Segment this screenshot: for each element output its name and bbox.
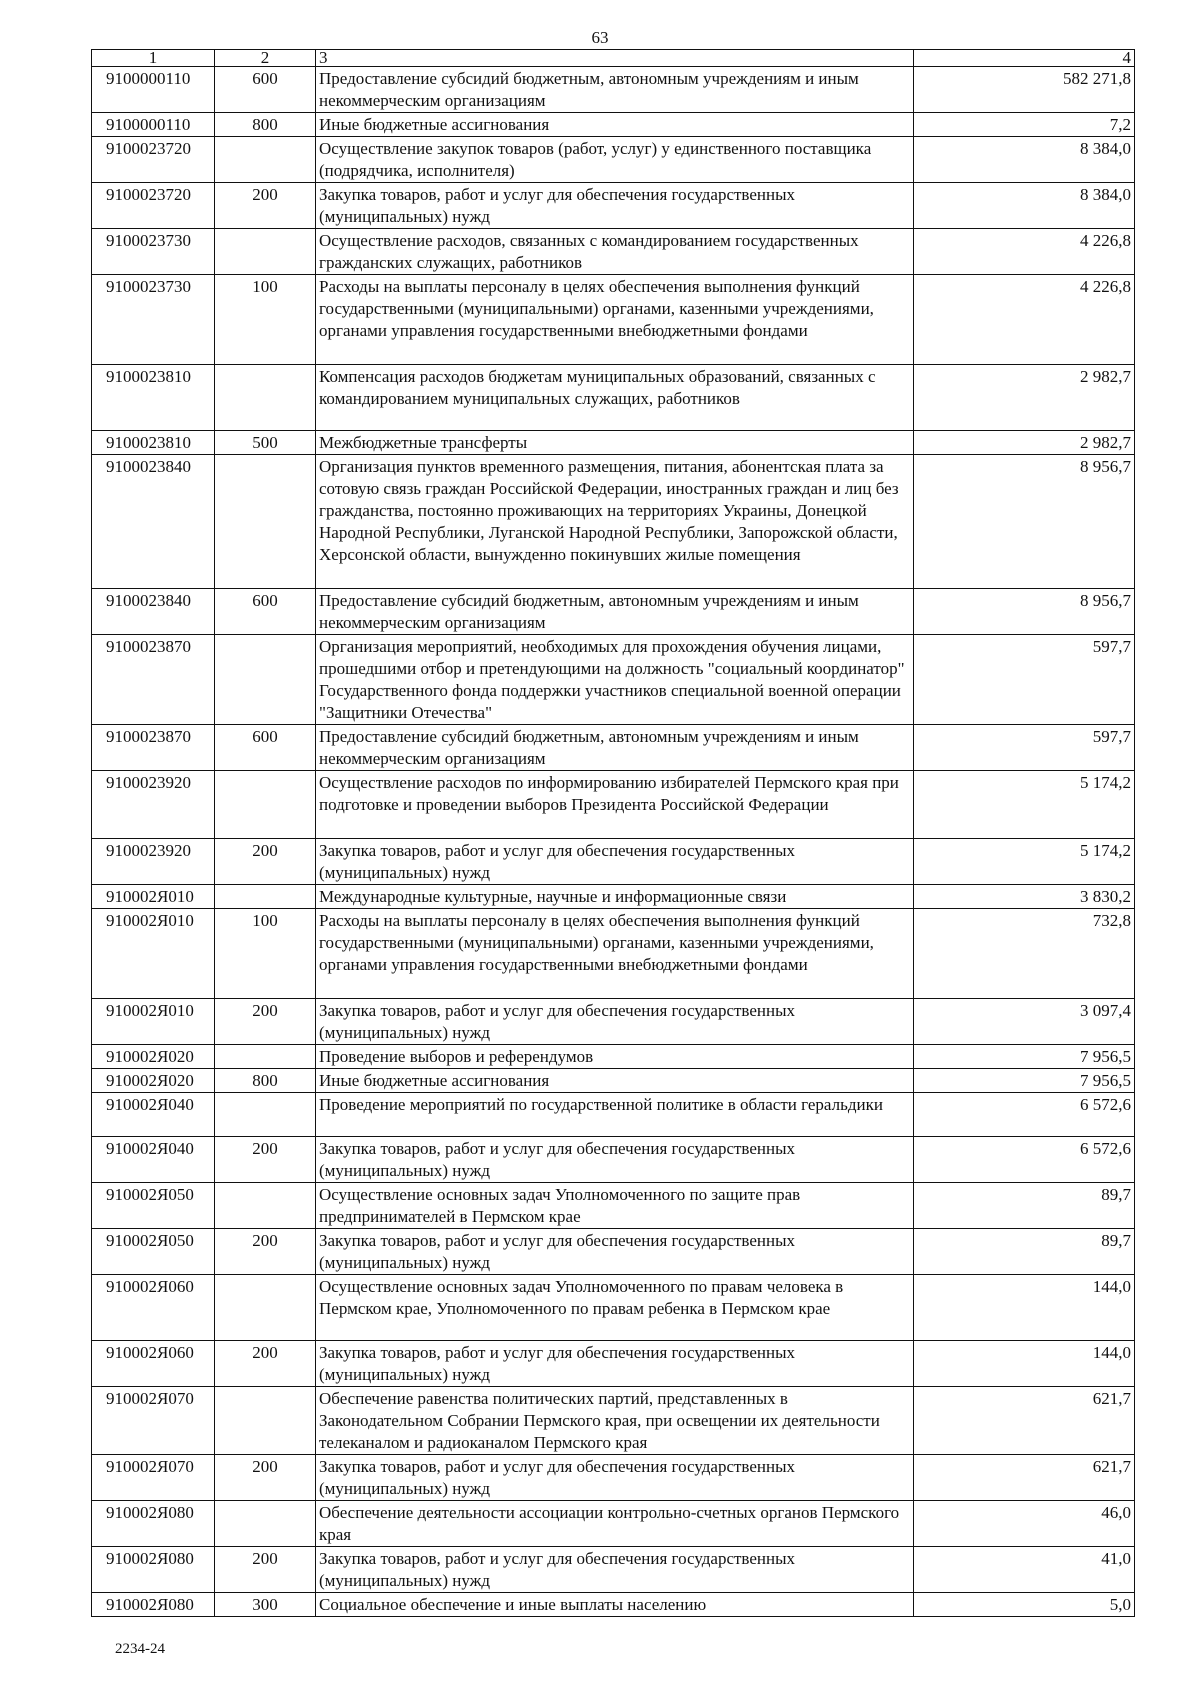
table-row bbox=[92, 839, 1135, 885]
cell-code: 910002Я080 bbox=[92, 1547, 215, 1593]
cell-code: 9100023730 bbox=[92, 229, 215, 275]
cell-amount: 5 174,2 bbox=[914, 839, 1135, 885]
table-body bbox=[92, 67, 1135, 1617]
cell-amount: 46,0 bbox=[914, 1501, 1135, 1547]
cell-name: Иные бюджетные ассигнования bbox=[316, 1069, 914, 1093]
table-row bbox=[92, 1547, 1135, 1593]
table-row bbox=[92, 1501, 1135, 1547]
cell-code: 910002Я010 bbox=[92, 885, 215, 909]
cell-name: Закупка товаров, работ и услуг для обеспечения государственных (муниципальных) нужд bbox=[316, 839, 914, 885]
cell-name: Осуществление основных задач Уполномоченного по правам человека в Пермском крае, Уполномоченного по правам ребенка в Пермском крае bbox=[316, 1275, 914, 1341]
cell-name: Закупка товаров, работ и услуг для обеспечения государственных (муниципальных) нужд bbox=[316, 1455, 914, 1501]
header-row bbox=[92, 50, 1135, 67]
cell-type bbox=[215, 885, 316, 909]
cell-name: Организация мероприятий, необходимых для прохождения обучения лицами, прошедшими отбор и претендующими на должность "социальный координатор" Государственного фонда поддержки участников специальной военной операции "Защитники Отечества" bbox=[316, 635, 914, 725]
cell-type bbox=[215, 1387, 316, 1455]
cell-code: 9100000110 bbox=[92, 67, 215, 113]
cell-amount: 5,0 bbox=[914, 1593, 1135, 1617]
table-row bbox=[92, 1093, 1135, 1137]
cell-type: 200 bbox=[215, 1341, 316, 1387]
cell-type: 800 bbox=[215, 1069, 316, 1093]
cell-type bbox=[215, 1183, 316, 1229]
cell-code: 9100023810 bbox=[92, 431, 215, 455]
cell-name: Межбюджетные трансферты bbox=[316, 431, 914, 455]
cell-code: 9100000110 bbox=[92, 113, 215, 137]
cell-amount: 621,7 bbox=[914, 1455, 1135, 1501]
cell-type: 200 bbox=[215, 1455, 316, 1501]
cell-code: 910002Я060 bbox=[92, 1275, 215, 1341]
cell-type: 200 bbox=[215, 999, 316, 1045]
cell-amount: 3 830,2 bbox=[914, 885, 1135, 909]
cell-type: 200 bbox=[215, 839, 316, 885]
cell-type bbox=[215, 771, 316, 839]
cell-amount: 89,7 bbox=[914, 1183, 1135, 1229]
cell-amount: 4 226,8 bbox=[914, 229, 1135, 275]
cell-amount: 621,7 bbox=[914, 1387, 1135, 1455]
cell-code: 910002Я060 bbox=[92, 1341, 215, 1387]
cell-type: 100 bbox=[215, 909, 316, 999]
cell-type: 200 bbox=[215, 183, 316, 229]
cell-code: 9100023720 bbox=[92, 183, 215, 229]
cell-name: Международные культурные, научные и информационные связи bbox=[316, 885, 914, 909]
cell-code: 9100023920 bbox=[92, 839, 215, 885]
cell-amount: 144,0 bbox=[914, 1275, 1135, 1341]
cell-amount: 7 956,5 bbox=[914, 1069, 1135, 1093]
table-row bbox=[92, 1341, 1135, 1387]
table-row bbox=[92, 909, 1135, 999]
cell-name: Осуществление расходов по информированию избирателей Пермского края при подготовке и проведении выборов Президента Российской Федерации bbox=[316, 771, 914, 839]
cell-code: 910002Я020 bbox=[92, 1045, 215, 1069]
cell-type bbox=[215, 365, 316, 431]
cell-code: 910002Я010 bbox=[92, 909, 215, 999]
cell-code: 9100023870 bbox=[92, 635, 215, 725]
cell-amount: 144,0 bbox=[914, 1341, 1135, 1387]
cell-type: 600 bbox=[215, 67, 316, 113]
cell-name: Обеспечение деятельности ассоциации контрольно-счетных органов Пермского края bbox=[316, 1501, 914, 1547]
table-row bbox=[92, 137, 1135, 183]
cell-name: Иные бюджетные ассигнования bbox=[316, 113, 914, 137]
table-row bbox=[92, 431, 1135, 455]
cell-name: Закупка товаров, работ и услуг для обеспечения государственных (муниципальных) нужд bbox=[316, 1229, 914, 1275]
table-row bbox=[92, 1229, 1135, 1275]
cell-name: Обеспечение равенства политических партий, представленных в Законодательном Собрании Пермского края, при освещении их деятельности телеканалом и радиоканалом Пермского края bbox=[316, 1387, 914, 1455]
cell-type: 800 bbox=[215, 113, 316, 137]
cell-code: 910002Я010 bbox=[92, 999, 215, 1045]
cell-type: 200 bbox=[215, 1547, 316, 1593]
cell-code: 9100023870 bbox=[92, 725, 215, 771]
cell-name: Расходы на выплаты персоналу в целях обеспечения выполнения функций государственными (муниципальными) органами, казенными учреждениями, органами управления государственными внебюджетными фондами bbox=[316, 909, 914, 999]
cell-amount: 582 271,8 bbox=[914, 67, 1135, 113]
cell-type bbox=[215, 229, 316, 275]
table-row bbox=[92, 725, 1135, 771]
cell-code: 910002Я080 bbox=[92, 1593, 215, 1617]
table-row bbox=[92, 1593, 1135, 1617]
cell-code: 910002Я070 bbox=[92, 1387, 215, 1455]
cell-amount: 7,2 bbox=[914, 113, 1135, 137]
header-col-2: 2 bbox=[215, 50, 316, 67]
budget-table bbox=[91, 49, 1135, 1617]
cell-name: Закупка товаров, работ и услуг для обеспечения государственных (муниципальных) нужд bbox=[316, 999, 914, 1045]
cell-amount: 597,7 bbox=[914, 635, 1135, 725]
table-row bbox=[92, 183, 1135, 229]
cell-amount: 2 982,7 bbox=[914, 365, 1135, 431]
cell-amount: 597,7 bbox=[914, 725, 1135, 771]
cell-amount: 8 956,7 bbox=[914, 589, 1135, 635]
table-row bbox=[92, 275, 1135, 365]
cell-name: Закупка товаров, работ и услуг для обеспечения государственных (муниципальных) нужд bbox=[316, 1137, 914, 1183]
cell-name: Осуществление расходов, связанных с командированием государственных гражданских служащих, работников bbox=[316, 229, 914, 275]
table-row bbox=[92, 1137, 1135, 1183]
cell-type bbox=[215, 1093, 316, 1137]
cell-code: 9100023840 bbox=[92, 589, 215, 635]
cell-amount: 41,0 bbox=[914, 1547, 1135, 1593]
table-row bbox=[92, 999, 1135, 1045]
table-row bbox=[92, 635, 1135, 725]
cell-name: Предоставление субсидий бюджетным, автономным учреждениям и иным некоммерческим организациям bbox=[316, 589, 914, 635]
cell-code: 910002Я040 bbox=[92, 1093, 215, 1137]
page-number: 63 bbox=[591, 28, 609, 47]
table-row bbox=[92, 771, 1135, 839]
cell-code: 9100023720 bbox=[92, 137, 215, 183]
cell-code: 9100023840 bbox=[92, 455, 215, 589]
cell-amount: 5 174,2 bbox=[914, 771, 1135, 839]
cell-type: 500 bbox=[215, 431, 316, 455]
cell-amount: 732,8 bbox=[914, 909, 1135, 999]
table-row bbox=[92, 113, 1135, 137]
cell-name: Расходы на выплаты персоналу в целях обеспечения выполнения функций государственными (муниципальными) органами, казенными учреждениями, органами управления государственными внебюджетными фондами bbox=[316, 275, 914, 365]
cell-type: 200 bbox=[215, 1229, 316, 1275]
cell-name: Закупка товаров, работ и услуг для обеспечения государственных (муниципальных) нужд bbox=[316, 1547, 914, 1593]
header-col-3: 3 bbox=[316, 50, 914, 67]
table-row bbox=[92, 1275, 1135, 1341]
cell-name: Организация пунктов временного размещения, питания, абонентская плата за сотовую связь граждан Российской Федерации, иностранных граждан и лиц без гражданства, постоянно проживающих на территориях Украины, Донецкой Народной Республики, Луганской Народной Республики, Запорожской области, Херсонской области, вынужденно покинувших жилые помещения bbox=[316, 455, 914, 589]
table-row bbox=[92, 455, 1135, 589]
cell-name: Предоставление субсидий бюджетным, автономным учреждениям и иным некоммерческим организациям bbox=[316, 67, 914, 113]
cell-type: 100 bbox=[215, 275, 316, 365]
cell-type: 600 bbox=[215, 589, 316, 635]
cell-type bbox=[215, 1045, 316, 1069]
table-row bbox=[92, 1069, 1135, 1093]
cell-name: Закупка товаров, работ и услуг для обеспечения государственных (муниципальных) нужд bbox=[316, 1341, 914, 1387]
cell-code: 9100023920 bbox=[92, 771, 215, 839]
table-row bbox=[92, 67, 1135, 113]
cell-name: Закупка товаров, работ и услуг для обеспечения государственных (муниципальных) нужд bbox=[316, 183, 914, 229]
cell-name: Компенсация расходов бюджетам муниципальных образований, связанных с командированием муниципальных служащих, работников bbox=[316, 365, 914, 431]
cell-amount: 8 384,0 bbox=[914, 183, 1135, 229]
cell-code: 9100023810 bbox=[92, 365, 215, 431]
cell-type: 600 bbox=[215, 725, 316, 771]
cell-amount: 6 572,6 bbox=[914, 1137, 1135, 1183]
table-row bbox=[92, 1045, 1135, 1069]
table-row bbox=[92, 1455, 1135, 1501]
cell-amount: 3 097,4 bbox=[914, 999, 1135, 1045]
cell-amount: 89,7 bbox=[914, 1229, 1135, 1275]
cell-type bbox=[215, 1501, 316, 1547]
cell-code: 910002Я040 bbox=[92, 1137, 215, 1183]
cell-type: 300 bbox=[215, 1593, 316, 1617]
cell-name: Социальное обеспечение и иные выплаты населению bbox=[316, 1593, 914, 1617]
cell-code: 910002Я020 bbox=[92, 1069, 215, 1093]
cell-amount: 6 572,6 bbox=[914, 1093, 1135, 1137]
cell-amount: 8 956,7 bbox=[914, 455, 1135, 589]
cell-amount: 8 384,0 bbox=[914, 137, 1135, 183]
cell-code: 910002Я070 bbox=[92, 1455, 215, 1501]
cell-code: 9100023730 bbox=[92, 275, 215, 365]
cell-name: Предоставление субсидий бюджетным, автономным учреждениям и иным некоммерческим организациям bbox=[316, 725, 914, 771]
cell-amount: 4 226,8 bbox=[914, 275, 1135, 365]
table-row bbox=[92, 885, 1135, 909]
cell-amount: 2 982,7 bbox=[914, 431, 1135, 455]
cell-type: 200 bbox=[215, 1137, 316, 1183]
cell-code: 910002Я080 bbox=[92, 1501, 215, 1547]
header-col-4: 4 bbox=[914, 50, 1135, 67]
cell-code: 910002Я050 bbox=[92, 1183, 215, 1229]
cell-type bbox=[215, 455, 316, 589]
table-row bbox=[92, 1387, 1135, 1455]
cell-type bbox=[215, 635, 316, 725]
cell-name: Проведение выборов и референдумов bbox=[316, 1045, 914, 1069]
table-row bbox=[92, 1183, 1135, 1229]
cell-name: Осуществление закупок товаров (работ, услуг) у единственного поставщика (подрядчика, исполнителя) bbox=[316, 137, 914, 183]
header-col-1: 1 bbox=[92, 50, 215, 67]
table-row bbox=[92, 365, 1135, 431]
table-row bbox=[92, 589, 1135, 635]
cell-name: Осуществление основных задач Уполномоченного по защите прав предпринимателей в Пермском крае bbox=[316, 1183, 914, 1229]
table-row bbox=[92, 229, 1135, 275]
cell-code: 910002Я050 bbox=[92, 1229, 215, 1275]
cell-type bbox=[215, 1275, 316, 1341]
footer-code: 2234-24 bbox=[115, 1641, 165, 1657]
cell-type bbox=[215, 137, 316, 183]
cell-name: Проведение мероприятий по государственной политике в области геральдики bbox=[316, 1093, 914, 1137]
cell-amount: 7 956,5 bbox=[914, 1045, 1135, 1069]
